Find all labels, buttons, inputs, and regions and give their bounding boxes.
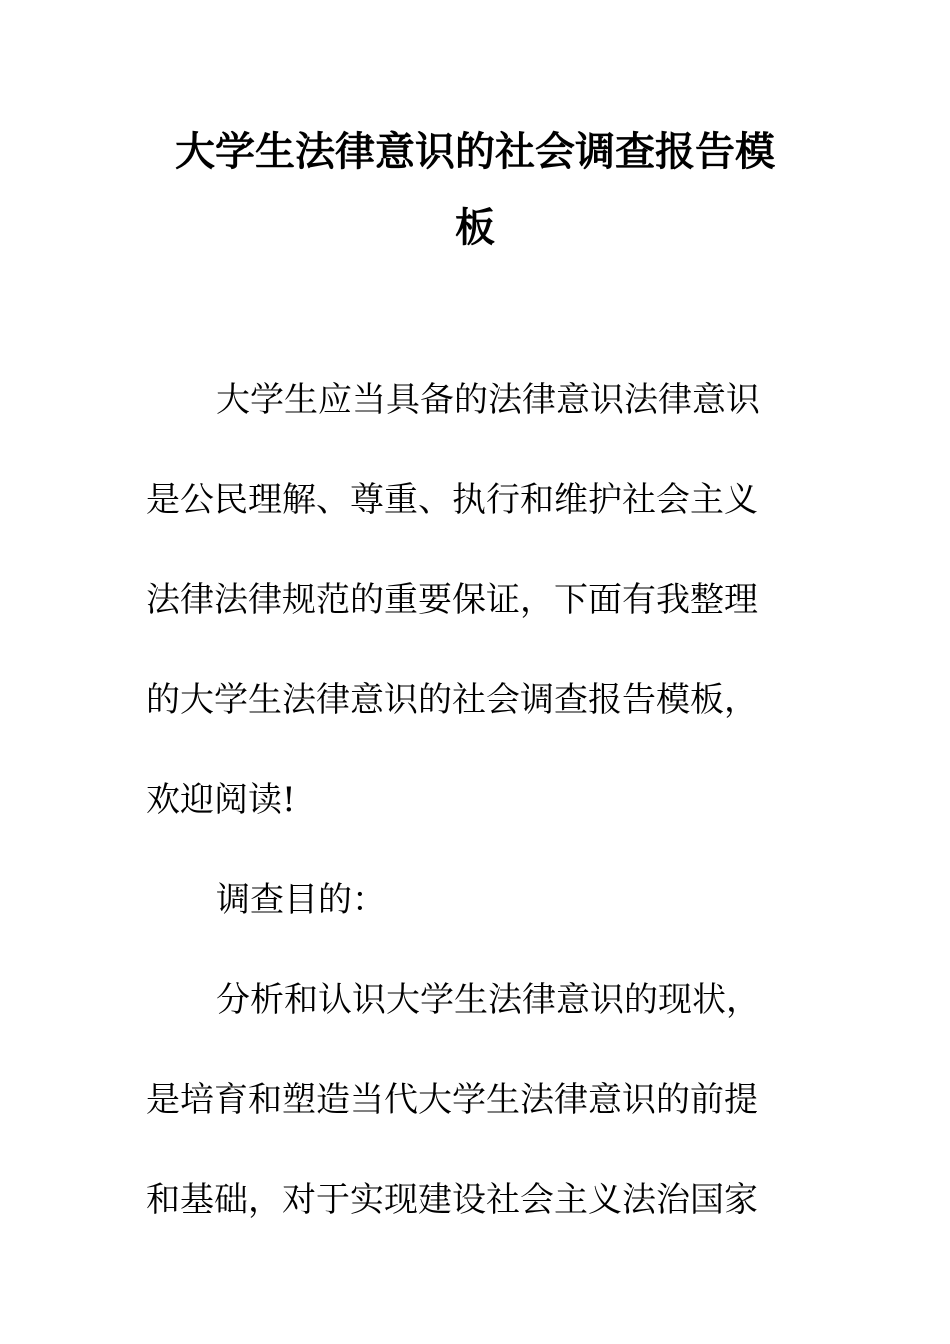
paragraph-purpose-line-1: 分析和认识大学生法律意识的现状， [216,980,760,1020]
paragraph-intro-line-4: 的大学生法律意识的社会调查报告模板， [146,680,758,720]
paragraph-purpose-line-2: 是培育和塑造当代大学生法律意识的前提 [146,1080,758,1120]
paragraph-intro-line-3: 法律法律规范的重要保证，下面有我整理 [146,580,758,620]
paragraph-intro-line-1: 大学生应当具备的法律意识法律意识 [216,380,760,420]
paragraph-intro-line-5: 欢迎阅读! [146,780,296,820]
paragraph-purpose-line-3: 和基础，对于实现建设社会主义法治国家 [146,1180,758,1220]
document-title-line-1: 大学生法律意识的社会调查报告模 [175,129,775,175]
document-title-line-2: 板 [455,205,495,251]
section-heading-purpose: 调查目的： [216,880,386,920]
paragraph-intro-line-2: 是公民理解、尊重、执行和维护社会主义 [146,480,758,520]
